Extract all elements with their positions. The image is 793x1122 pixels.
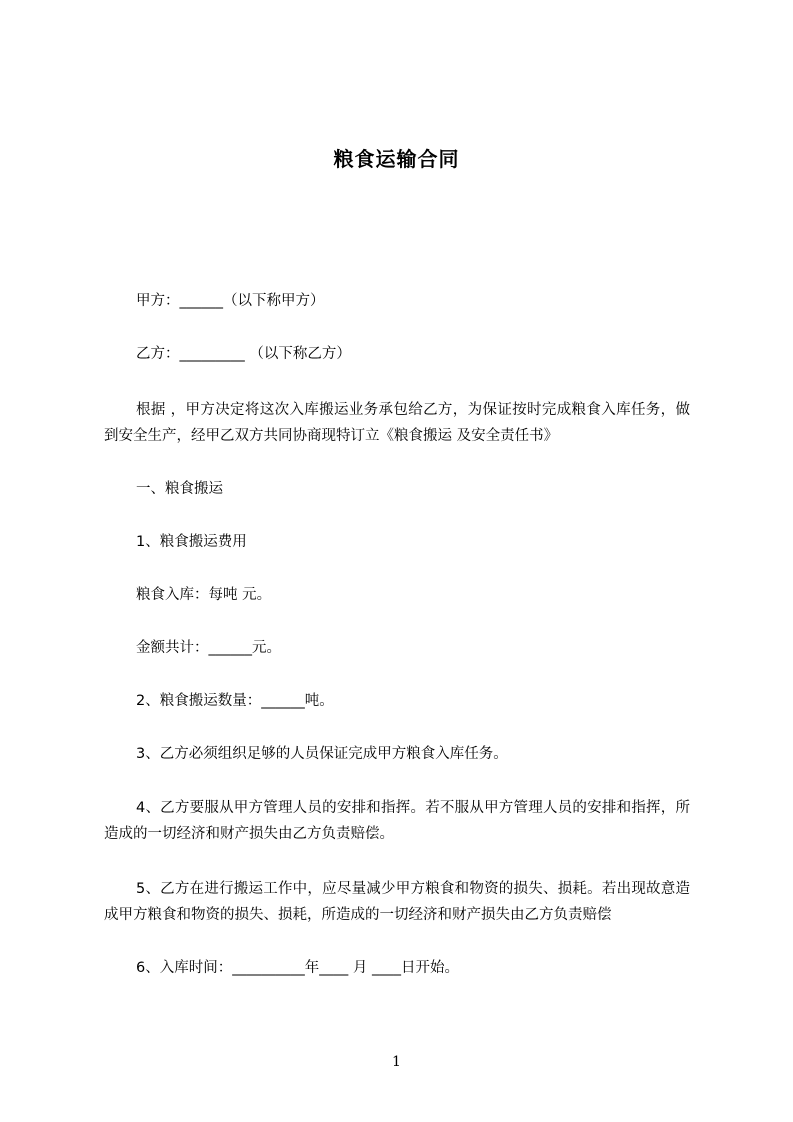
item-1-total-line: 金额共计：______元。: [136, 640, 281, 656]
item-2-quantity-line: 2、粮食搬运数量：______吨。: [136, 693, 334, 709]
item-4-paragraph: 4、乙方要服从甲方管理人员的安排和指挥。若不服从甲方管理人员的安排和指挥，所造成的一切经济和财产损失由乙方负责赔偿。: [104, 800, 690, 842]
item-5-paragraph: 5、乙方在进行搬运工作中，应尽量减少甲方粮食和物资的损失、损耗。若出现故意造成甲方粮食和物资的损失、损耗，所造成的一切经济和财产损失由乙方负责赔偿: [104, 881, 690, 923]
party-b-line: 乙方：_________ （以下称乙方）: [136, 346, 351, 362]
intro-paragraph: 根据 ，甲方决定将这次入库搬运业务承包给乙方，为保证按时完成粮食入库任务，做到安全生产，经甲乙双方共同协商现特订立《粮食搬运 及安全责任书》: [104, 402, 690, 444]
item-1-heading: 1、粮食搬运费用: [136, 534, 247, 550]
document-title: 粮食运输合同: [333, 147, 460, 171]
party-a-line: 甲方：______（以下称甲方）: [136, 293, 325, 309]
item-6-time-line: 6、入库时间：__________年____ 月 ____日开始。: [136, 960, 459, 976]
page-number: 1: [392, 1054, 401, 1070]
section-heading-grain-transport: 一、粮食搬运: [136, 481, 223, 497]
item-3-line: 3、乙方必须组织足够的人员保证完成甲方粮食入库任务。: [136, 746, 508, 762]
item-1-price-line: 粮食入库：每吨 元。: [136, 587, 272, 603]
